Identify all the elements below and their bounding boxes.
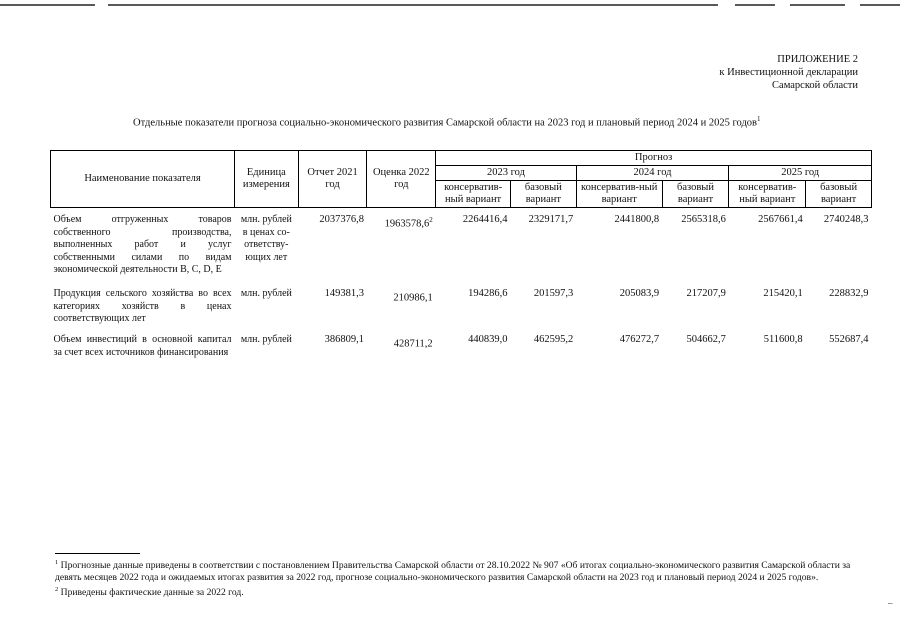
- header-conservative-2024: консерватив-ный вариант: [576, 181, 662, 208]
- footnote-text: Приведены фактические данные за 2022 год.: [60, 587, 244, 599]
- conservative-2023-cell: 2264416,4: [462, 214, 508, 225]
- base-2023-cell: 2329171,7: [528, 214, 574, 225]
- appendix-header: [719, 53, 858, 92]
- report-2021-cell: 149381,3: [324, 288, 364, 299]
- scan-edge-line: [860, 4, 900, 6]
- indicator-name: Продукция сельского хозяйства во всех категориях хозяйств в ценах соответствующих лет: [53, 288, 232, 324]
- table-row: [51, 288, 872, 334]
- scan-edge-line: [790, 4, 845, 6]
- estimate-value: 428711,2: [393, 338, 433, 350]
- header-conservative-2023: консерватив-ный вариант: [436, 181, 511, 208]
- table-row: [51, 334, 872, 374]
- header-indicator: Наименование показателя: [51, 151, 235, 208]
- conservative-2024-cell: 205083,9: [619, 288, 660, 299]
- footnotes: [55, 557, 855, 599]
- header-year-2025: 2025 год: [729, 166, 872, 181]
- report-2021-cell: 386809,1: [324, 334, 364, 345]
- header-conservative-2025: консерватив-ный вариант: [729, 181, 806, 208]
- indicator-name: Объем отгруженных товаров собственного производства, выполненных работ и услуг собственными силами по видам экономической деятельности B, C, D, E: [53, 214, 232, 275]
- report-2021-cell: 2037376,8: [319, 214, 364, 225]
- conservative-2025-cell: 2567661,4: [758, 214, 803, 225]
- appendix-declaration: к Инвестиционной декларации: [719, 67, 858, 78]
- indicators-table: [50, 150, 872, 374]
- header-forecast: Прогноз: [436, 151, 872, 166]
- header-base-2025: базовый вариант: [806, 181, 872, 208]
- appendix-region: Самарской области: [772, 80, 858, 91]
- unit-cell: млн. рублей в ценах со-ответству-ющих лет: [240, 214, 292, 263]
- base-2023-cell: 462595,2: [533, 334, 574, 345]
- footnote-separator: [55, 553, 140, 554]
- estimate-2022-cell: [367, 334, 436, 374]
- conservative-2025-cell: 511600,8: [763, 334, 803, 345]
- indicator-name: Объем инвестиций в основной капитал за счет всех источников финансирования: [53, 334, 232, 358]
- base-2025-cell: 552687,4: [829, 334, 869, 345]
- conservative-2023-cell: 440839,0: [468, 334, 508, 345]
- conservative-2023-cell: 194286,6: [468, 288, 508, 299]
- header-base-2023: базовый вариант: [511, 181, 577, 208]
- estimate-2022-cell: [367, 288, 436, 334]
- appendix-number: ПРИЛОЖЕНИЕ 2: [777, 54, 858, 65]
- estimate-value: 1963578,6: [384, 218, 430, 230]
- conservative-2024-cell: 2441800,8: [614, 214, 660, 225]
- footnote-mark: 1: [55, 559, 59, 566]
- estimate-2022-cell: [367, 208, 436, 289]
- conservative-2024-cell: 476272,7: [619, 334, 660, 345]
- footnote-mark: 2: [55, 586, 59, 594]
- conservative-2025-cell: 215420,1: [763, 288, 803, 299]
- estimate-value: 210986,1: [393, 292, 433, 304]
- title-footnote-mark: 1: [757, 115, 761, 123]
- header-year-2023: 2023 год: [436, 166, 577, 181]
- base-2024-cell: 2565318,6: [681, 214, 726, 225]
- base-2025-cell: 2740248,3: [823, 214, 869, 225]
- base-2024-cell: 504662,7: [686, 334, 726, 345]
- base-2024-cell: 217207,9: [686, 288, 726, 299]
- estimate-footnote-mark: 2: [429, 216, 433, 224]
- footnote-text: Прогнозные данные приведены в соответствии с постановлением Правительства Самарской области от 28.10.2022 № 907 «Об итогах социально-экономического развития Самарской области за девять месяцев 2022 года и ожидаемых итогах развития за 2022 год, прогнозе социально-экономического развития Самарской области на 2023 год и плановый период 2024 и 2025 годов».: [55, 560, 851, 584]
- base-2025-cell: 228832,9: [829, 288, 869, 299]
- scan-edge-line: [0, 4, 95, 6]
- footnote: [55, 584, 855, 599]
- footnote: [55, 557, 855, 584]
- header-base-2024: базовый вариант: [662, 181, 729, 208]
- title-text: Отдельные показатели прогноза социально-экономического развития Самарской области на 2023 год и плановый период 2024 и 2025 годов: [133, 117, 758, 129]
- header-estimate-2022: Оценка 2022 год: [367, 151, 436, 208]
- document-title: [133, 115, 761, 129]
- header-unit: Единица измерения: [235, 151, 299, 208]
- scan-speck: –: [888, 598, 893, 608]
- base-2023-cell: 201597,3: [533, 288, 574, 299]
- unit-cell: млн. рублей: [240, 334, 292, 345]
- unit-cell: млн. рублей: [240, 288, 292, 299]
- scan-edge-line: [108, 4, 718, 6]
- scan-edge-line: [735, 4, 775, 6]
- header-year-2024: 2024 год: [576, 166, 729, 181]
- header-report-2021: Отчет 2021 год: [298, 151, 367, 208]
- table-row: [51, 208, 872, 289]
